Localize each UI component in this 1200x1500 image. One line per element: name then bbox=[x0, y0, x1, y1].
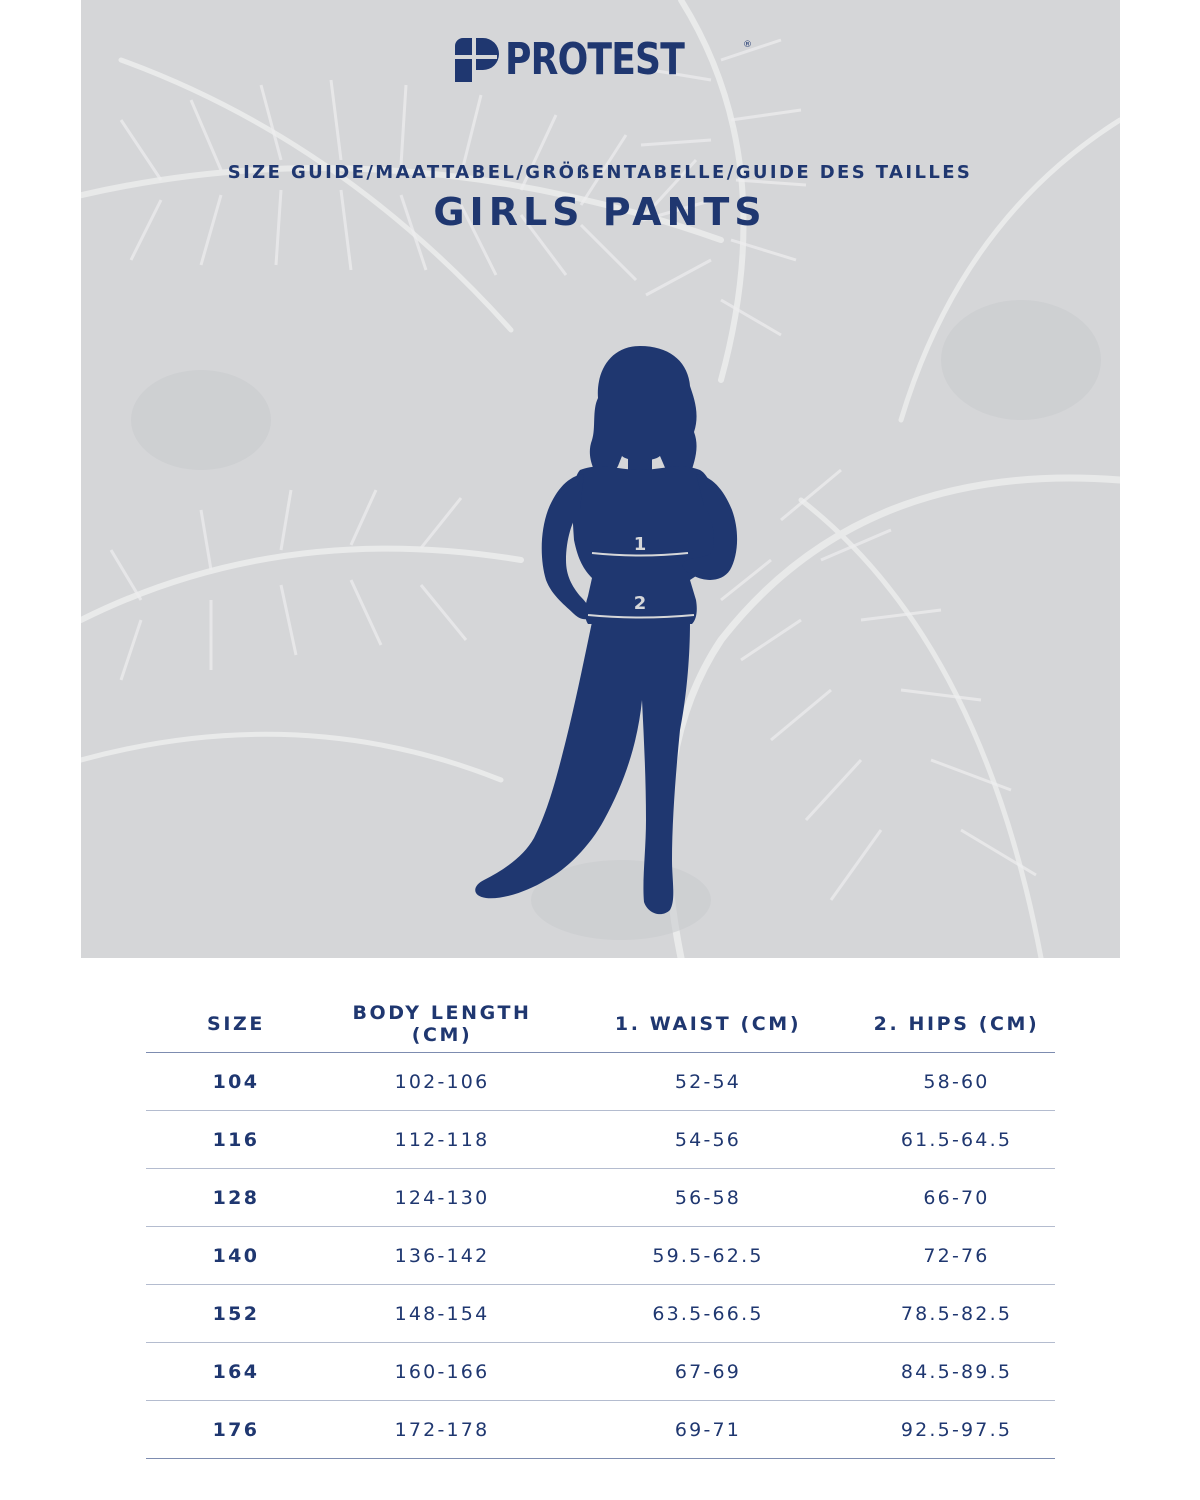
cell-size: 176 bbox=[212, 1418, 260, 1441]
cell-size: 164 bbox=[212, 1360, 260, 1383]
cell-waist: 56-58 bbox=[674, 1186, 742, 1209]
cell-size: 140 bbox=[212, 1244, 260, 1267]
size-guide-subtitle: SIZE GUIDE/MAATTABEL/GRÖßENTABELLE/GUIDE DES TAILLES bbox=[227, 162, 973, 183]
table-row bbox=[146, 1401, 1055, 1459]
column-header-hips: 2. HIPS (CM) bbox=[873, 1013, 1040, 1035]
cell-body-length: 172-178 bbox=[394, 1418, 490, 1441]
page-title: GIRLS PANTS bbox=[433, 190, 767, 234]
cell-waist: 67-69 bbox=[674, 1360, 742, 1383]
column-header-waist: 1. WAIST (CM) bbox=[614, 1013, 802, 1035]
brand-name: PROTEST bbox=[505, 34, 685, 85]
cell-body-length: 148-154 bbox=[394, 1302, 490, 1325]
cell-size: 152 bbox=[212, 1302, 260, 1325]
registered-mark: ® bbox=[743, 40, 752, 50]
size-table bbox=[146, 996, 1055, 1459]
cell-hips: 84.5-89.5 bbox=[900, 1360, 1013, 1383]
cell-hips: 78.5-82.5 bbox=[900, 1302, 1013, 1325]
cell-waist: 59.5-62.5 bbox=[652, 1244, 764, 1267]
cell-waist: 54-56 bbox=[674, 1128, 742, 1151]
cell-hips: 61.5-64.5 bbox=[900, 1128, 1013, 1151]
table-row bbox=[146, 1227, 1055, 1285]
cell-hips: 66-70 bbox=[923, 1186, 990, 1209]
cell-waist: 52-54 bbox=[674, 1070, 742, 1093]
column-header-size: SIZE bbox=[207, 1013, 265, 1035]
cell-body-length: 160-166 bbox=[394, 1360, 490, 1383]
table-row bbox=[146, 1169, 1055, 1227]
column-header-body-length: BODY LENGTH (CM) bbox=[352, 1002, 532, 1046]
cell-size: 128 bbox=[212, 1186, 260, 1209]
cell-size: 104 bbox=[212, 1070, 260, 1093]
cell-hips: 92.5-97.5 bbox=[900, 1418, 1013, 1441]
cell-body-length: 136-142 bbox=[394, 1244, 490, 1267]
cell-size: 116 bbox=[212, 1128, 260, 1151]
table-row bbox=[146, 1343, 1055, 1401]
table-row bbox=[146, 1285, 1055, 1343]
hips-marker: 2 bbox=[633, 593, 647, 614]
cell-waist: 63.5-66.5 bbox=[652, 1302, 764, 1325]
table-header-row bbox=[146, 996, 1055, 1053]
waist-marker: 1 bbox=[633, 534, 647, 555]
cell-body-length: 112-118 bbox=[394, 1128, 490, 1151]
table-row bbox=[146, 1111, 1055, 1169]
cell-hips: 58-60 bbox=[923, 1070, 990, 1093]
cell-waist: 69-71 bbox=[674, 1418, 742, 1441]
cell-hips: 72-76 bbox=[923, 1244, 990, 1267]
cell-body-length: 124-130 bbox=[394, 1186, 490, 1209]
table-row bbox=[146, 1053, 1055, 1111]
cell-body-length: 102-106 bbox=[394, 1070, 490, 1093]
